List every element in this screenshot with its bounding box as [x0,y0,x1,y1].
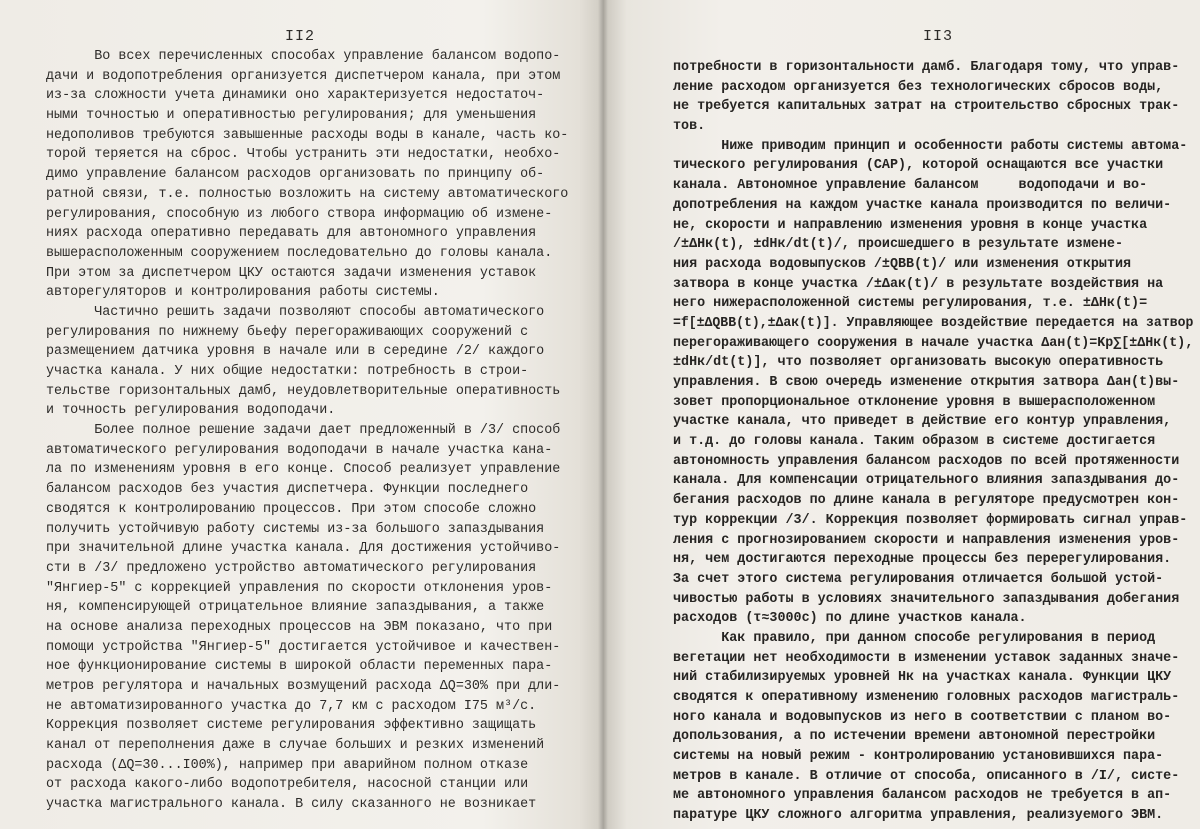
text-line: регулирования по нижнему бьефу перегораживающих сооружений с [46,324,529,340]
text-line: димо управление балансом расходов организовать по принципу об- [46,167,545,183]
text-line: При этом за диспетчером ЦКУ остаются задачи изменения уставок [46,265,537,281]
text-line: Ниже приводим принцип и особенности работы системы автома- [673,138,1188,154]
text-line: расхода (ΔQ=30...I00%), например при аварийном полном отказе [46,757,529,773]
text-line: него нижерасположенной системы регулирования, т.е. ±ΔHк(t)= [673,296,1148,312]
text-line: канал от переполнения даже в случае больших и резких изменений [46,738,545,754]
text-line: недополивов требуются завышенные расходы воды в канале, часть ко- [46,127,569,143]
text-line: паратуре ЦКУ сложного алгоритма управления, реализуемого ЭВМ. [673,808,1164,824]
text-line: дачи и водопотребления организуется диспетчером канала, при этом [46,68,561,84]
text-line: затвора в конце участка /±Δaк(t)/ в результате воздействия на [673,276,1164,292]
text-line: системы на новый режим - контролированию установившихся пара- [673,749,1164,765]
text-line: метров в канале. В отличие от способа, описанного в /I/, систе- [673,768,1180,784]
text-line: ного канала и водовыпусков из него в соответствии с планом во- [673,709,1172,725]
text-line: ния расхода водовыпусков /±QВВ(t)/ или изменения открытия [673,256,1132,272]
text-line: /±ΔHк(t), ±dHк/dt(t)/, происшедшего в результате измене- [673,237,1123,253]
text-line: допользования, а по истечении времени автономной перестройки [673,729,1156,745]
text-line: бегания расходов по длине канала в регуляторе предусмотрен кон- [673,493,1180,509]
text-line: сти в /3/ предложено устройство автоматического регулирования [46,560,537,576]
text-line: тельстве горизонтальных дамб, неудовлетворительные оперативность [46,383,561,399]
text-line: управления. В свою очередь изменение открытия затвора Δaн(t)вы- [673,375,1180,390]
text-line: перегораживающего сооружения в начале участка Δaн(t)=Kр∑[±ΔHк(t), [673,335,1194,351]
text-line: канала. Для компенсации отрицательного влияния запаздывания до- [673,473,1180,489]
text-line: на основе анализа переходных процессов на ЭВМ показано, что при [46,619,553,635]
text-line: получить устойчивую работу системы из-за большого запаздывания [46,521,545,537]
text-line: и точность регулирования водоподачи. [46,403,336,419]
text-line: ня, чем достигаются переходные процессы без перерегулирования. [673,552,1172,568]
text-line: ными точностью и оперативностью регулирования; для уменьшения [46,108,537,124]
text-line: метров регулятора и начальных возмущений расхода ΔQ=30% при дли- [46,679,561,694]
text-line: потребности в горизонтальности дамб. Благодаря тому, что управ- [673,60,1180,75]
text-line: Как правило, при данном способе регулирования в период [673,630,1156,646]
text-line: ления с прогнозированием скорости и направления изменения уров- [673,532,1180,548]
text-line: балансом расходов без участия диспетчера. Функции последнего [46,482,529,498]
text-line: зовет пропорциональное отклонение уровня в вышерасположенном [673,394,1156,410]
text-line: ление расходом организуется без технологических сбросов воды, [673,79,1164,95]
text-line: Частично решить задачи позволяют способы автоматического [46,304,545,320]
text-line: расходов (τ≈3000с) по длине участков канала. [673,611,1027,627]
text-line: Во всех перечисленных способах управление балансом водопо- [46,49,561,64]
text-line: не, скорости и направлению изменения уровня в конце участка [673,217,1148,233]
text-line: от расхода какого-либо водопотребителя, насосной станции или [46,777,529,793]
text-line: ня, компенсирующей отрицательное влияние запаздывания, а также [46,600,545,616]
text-line: допотребления на каждом участке канала производится по величи- [673,197,1172,213]
text-line: авторегуляторов и контролирования работы системы. [46,285,440,301]
text-line: =f[±ΔQВВ(t),±Δaк(t)]. Управляющее воздействие передается на затвор [673,315,1194,331]
text-line: ла по изменениям уровня в его конце. Способ реализует управление [46,462,561,478]
text-line: "Янгиер-5" с коррекцией управления по скорости отклонения уров- [46,580,553,596]
text-line: не автоматизированного участка до 7,7 км с расходом I75 м³/с. [46,698,537,714]
text-line: тур коррекции /3/. Коррекция позволяет формировать сигнал управ- [673,512,1188,528]
text-line: тического регулирования (САР), которой оснащаются все участки [673,158,1164,174]
text-line: торой теряется на сброс. Чтобы устранить эти недостатки, необхо- [46,147,561,163]
text-line: участка магистрального канала. В силу сказанного не возникает [46,797,537,813]
text-line: при значительной длине участка канала. Для достижения устойчиво- [46,541,561,557]
text-line: ниях расхода оперативно передавать для автономного управления [46,226,537,242]
text-line: Коррекция позволяет системе регулирования эффективно защищать [46,718,537,734]
text-line: помощи устройства "Янгиер-5" достигается устойчивое и качествен- [46,639,561,655]
text-line: сводятся к контролированию процессов. При этом способе сложно [46,501,537,517]
text-line: За счет этого система регулирования отличается большой устой- [673,571,1164,587]
text-line: не требуется капитальных затрат на строительство сбросных трак- [673,99,1180,115]
text-line: и т.д. до головы канала. Таким образом в системе достигается [673,434,1156,450]
text-line: ратной связи, т.е. полностью возложить на систему автоматического [46,186,569,202]
text-line: ний стабилизируемых уровней Hк на участках канала. Функции ЦКУ [673,670,1172,686]
page-number-right: II3 [923,28,954,45]
right-page [603,0,1200,829]
text-line: участке канала, что приведет в действие его контур управления, [673,414,1172,430]
text-line: вышерасположенным сооружением последовательно до головы канала. [46,245,553,261]
text-line: сводятся к оперативному изменению головных расходов магистраль- [673,690,1180,705]
page-number-left: II2 [285,28,316,45]
text-line: участка канала. У них общие недостатки: потребность в строи- [46,364,529,379]
text-line: автоматического регулирования водоподачи в начале участка кана- [46,442,553,458]
text-line: вегетации нет необходимости в изменении уставок заданных значе- [673,650,1180,666]
text-line: автономность управления балансом расходов по всей протяженности [673,453,1180,469]
book-gutter [598,0,608,829]
text-line: чивостью работы в условиях значительного запаздывания добегания [673,591,1180,607]
text-line: канала. Автономное управление балансом водоподачи и во- [673,178,1148,194]
left-page-text [46,47,586,815]
right-page-text [673,58,1193,826]
text-line: регулирования, способную из любого створа информацию об измене- [46,206,553,222]
text-line: размещением датчика уровня в начале или в середине /2/ каждого [46,344,545,360]
text-line: ме автономного управления балансом расходов не требуется в ап- [673,788,1172,804]
text-line: Более полное решение задачи дает предложенный в /3/ способ [46,423,561,439]
text-line: из-за сложности учета динамики оно характеризуется недостаточ- [46,88,545,104]
text-line: тов. [673,119,706,135]
text-line: ±dHк/dt(t)], что позволяет организовать высокую оперативность [673,355,1164,371]
text-line: ное функционирование системы в широкой области переменных пара- [46,659,553,675]
